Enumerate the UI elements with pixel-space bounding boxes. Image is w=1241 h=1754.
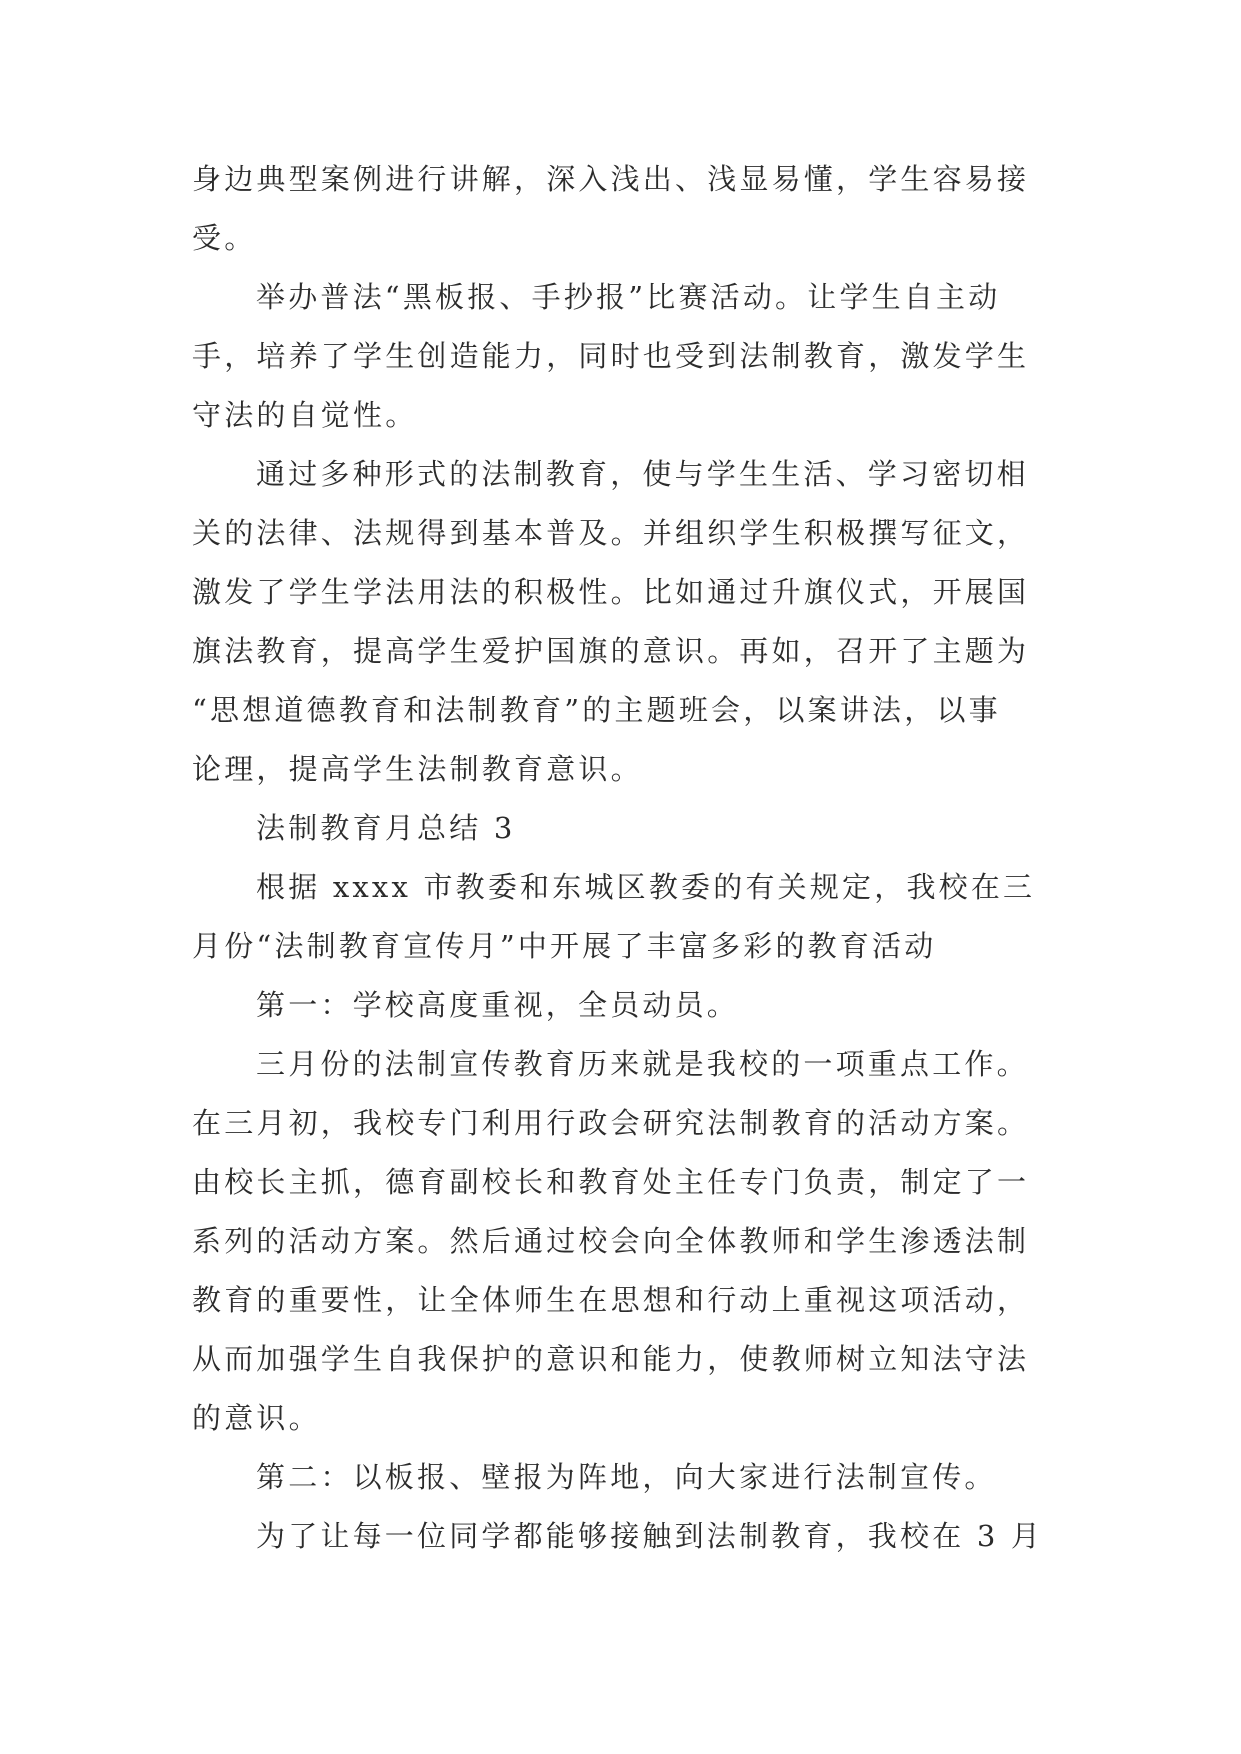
paragraph [192, 858, 1054, 976]
paragraph [192, 1035, 1054, 1448]
section-heading [192, 799, 1054, 858]
text-line: 通过多种形式的法制教育，使与学生生活、学习密切相 [256, 457, 1029, 491]
text-line: 第一：学校高度重视，全员动员。 [256, 988, 740, 1022]
text-line: 旗法教育，提高学生爱护国旗的意识。再如，召开了主题为 [192, 634, 1030, 668]
text-line: 的意识。 [192, 1401, 321, 1435]
text-line: 由校长主抓，德育副校长和教育处主任专门负责，制定了一 [192, 1165, 1030, 1199]
document-body [192, 150, 1054, 1566]
text-line: 为了让每一位同学都能够接触到法制教育，我校在 3 月 [256, 1519, 1044, 1553]
text-line: 根据 xxxx 市教委和东城区教委的有关规定，我校在三 [256, 870, 1036, 904]
text-line: 月份“法制教育宣传月”中开展了丰富多彩的教育活动 [192, 929, 937, 963]
paragraph [192, 445, 1054, 799]
text-line: 受。 [192, 221, 257, 255]
text-line: 在三月初，我校专门利用行政会研究法制教育的活动方案。 [192, 1106, 1030, 1140]
text-line: 教育的重要性，让全体师生在思想和行动上重视这项活动， [192, 1283, 1030, 1317]
text-line: “思想道德教育和法制教育”的主题班会，以案讲法，以事 [192, 693, 1001, 727]
paragraph [192, 150, 1054, 268]
text-line: 三月份的法制宣传教育历来就是我校的一项重点工作。 [256, 1047, 1029, 1081]
heading-line: 法制教育月总结 3 [256, 811, 516, 845]
paragraph [192, 976, 1054, 1035]
text-line: 论理，提高学生法制教育意识。 [192, 752, 643, 786]
text-line: 第二：以板报、壁报为阵地，向大家进行法制宣传。 [256, 1460, 997, 1494]
text-line: 手，培养了学生创造能力，同时也受到法制教育，激发学生 [192, 339, 1030, 373]
paragraph [192, 268, 1054, 445]
text-line: 激发了学生学法用法的积极性。比如通过升旗仪式，开展国 [192, 575, 1030, 609]
paragraph [192, 1448, 1054, 1507]
text-line: 守法的自觉性。 [192, 398, 418, 432]
text-line: 系列的活动方案。然后通过校会向全体教师和学生渗透法制 [192, 1224, 1030, 1258]
text-line: 身边典型案例进行讲解，深入浅出、浅显易懂，学生容易接 [192, 162, 1030, 196]
text-line: 举办普法“黑板报、手抄报”比赛活动。让学生自主动 [256, 280, 1001, 314]
paragraph [192, 1507, 1054, 1566]
text-line: 关的法律、法规得到基本普及。并组织学生积极撰写征文， [192, 516, 1030, 550]
text-line: 从而加强学生自我保护的意识和能力，使教师树立知法守法 [192, 1342, 1030, 1376]
